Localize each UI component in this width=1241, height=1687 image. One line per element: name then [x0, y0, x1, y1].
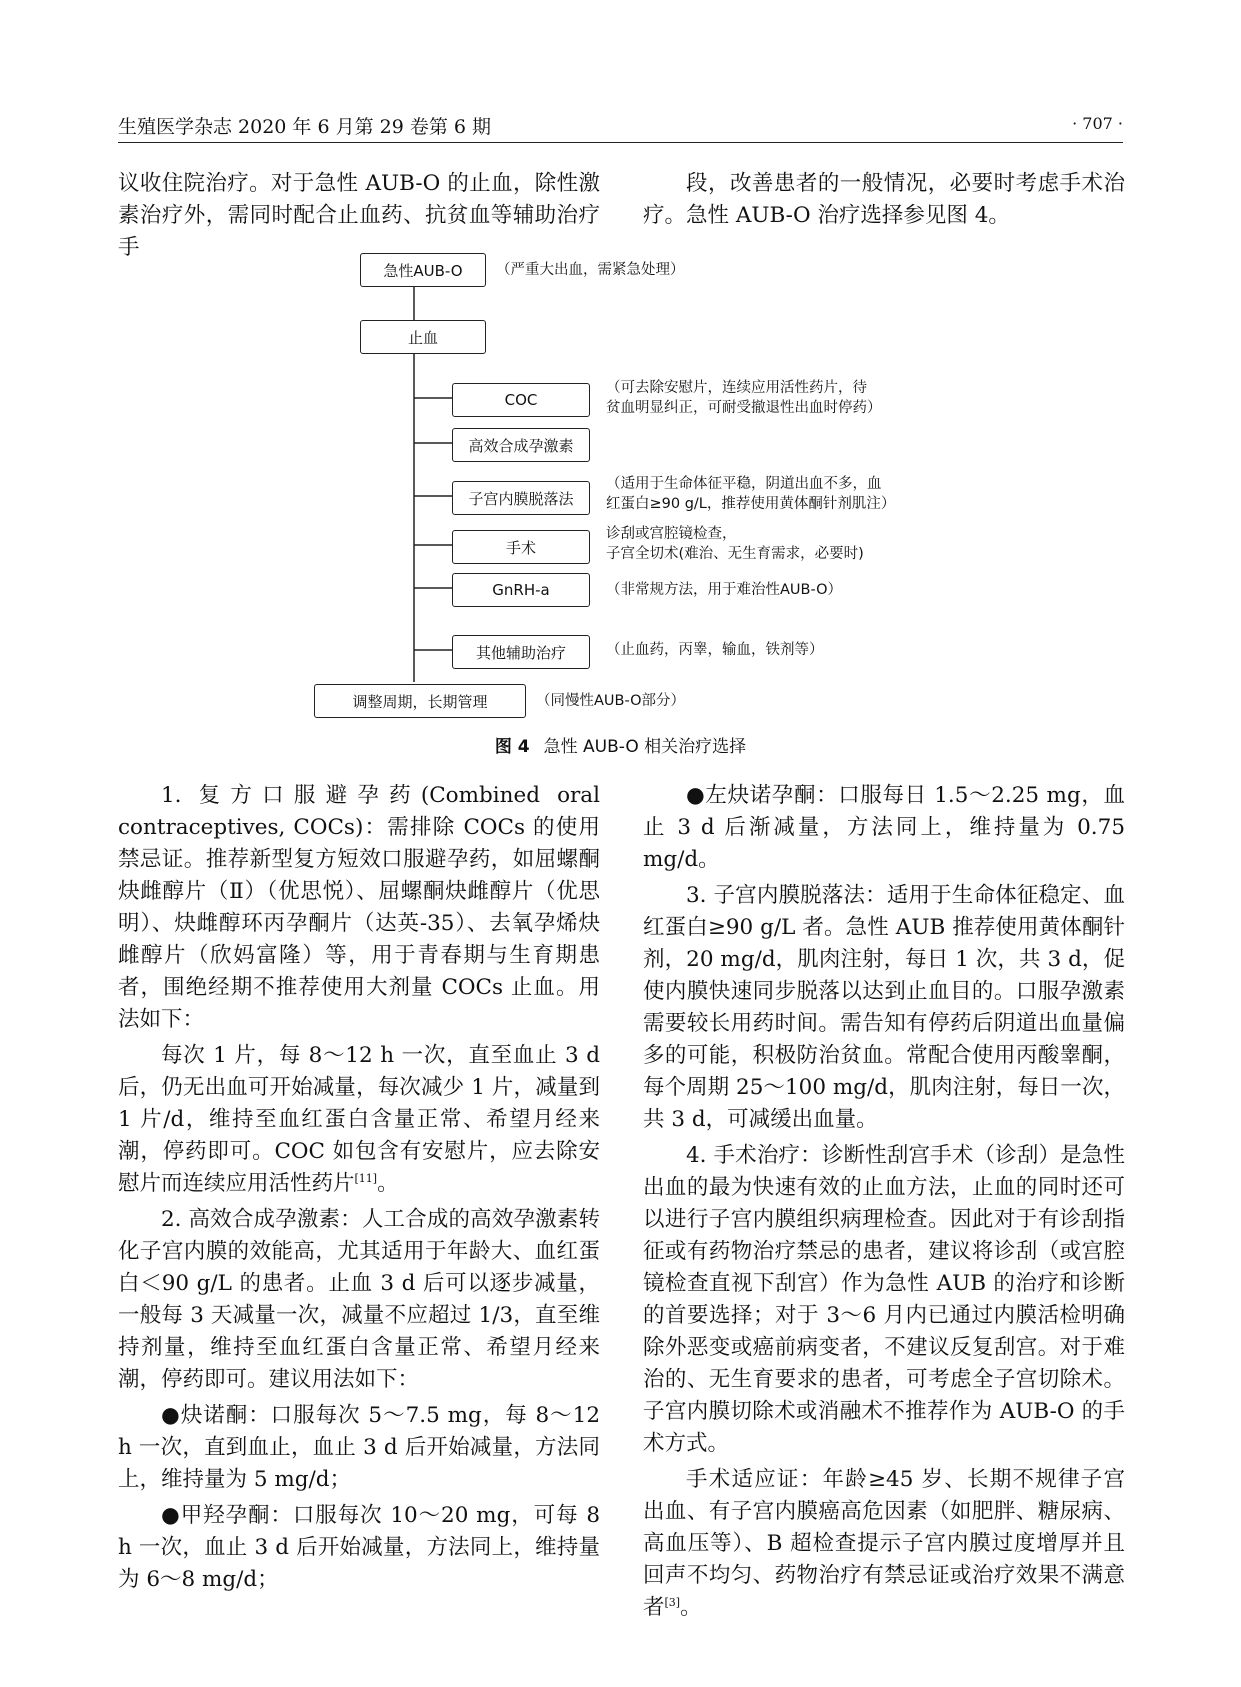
- figure-caption: [0, 732, 1241, 757]
- figure-caption-text: 急性 AUB-O 相关治疗选择: [543, 737, 747, 757]
- note-other: （止血药，丙睾，输血，铁剂等）: [606, 642, 824, 658]
- top-right-column: [643, 168, 1125, 232]
- body-left-column: [118, 780, 600, 1596]
- paragraph-progestin: 2. 高效合成孕激素：人工合成的高效孕激素转化子宫内膜的效能高，尤其适用于年龄大、血红蛋白＜90 g/L 的患者。止血 3 d 后可以逐步减量，一般每 3 天减量一次，减量不应超过 1/3，直至维持剂量，维持至血红蛋白含量正常、希望月经来潮，停药即可。建议用法如下：: [118, 1207, 600, 1392]
- box-cycle-management: 调整周期，长期管理: [314, 684, 526, 718]
- note-coc-2: 贫血明显纠正，可耐受撤退性出血时停药）: [606, 400, 882, 416]
- top-left-text: 议收住院治疗。对于急性 AUB-O 的止血，除性激素治疗外，需同时配合止血药、抗贫血等辅助治疗手: [118, 171, 600, 260]
- box-curettage: 子宫内膜脱落法: [452, 481, 590, 515]
- box-acute-aub-o: 急性AUB-O: [360, 253, 486, 287]
- note-acute: （严重大出血，需紧急处理）: [496, 262, 685, 278]
- citation-11: [11]: [354, 1172, 378, 1185]
- paragraph-norethisterone: ●炔诺酮：口服每次 5～7.5 mg，每 8～12 h 一次，直到血止，血止 3 d 后开始减量，方法同上，维持量为 5 mg/d；: [118, 1403, 600, 1492]
- note-curettage-2: 红蛋白≥90 g/L，推荐使用黄体酮针剂肌注）: [606, 496, 896, 512]
- paragraph-endometrial-shedding: 3. 子宫内膜脱落法：适用于生命体征稳定、血红蛋白≥90 g/L 者。急性 AUB 推荐使用黄体酮针剂，20 mg/d，肌肉注射，每日 1 次，共 3 d，促使内膜快速同步脱落以达到止血目的。口服孕激素需要较长用药时间。需告知有停药后阴道出血量偏多的可能，积极防治贫血。常配合使用丙酸睾酮，每个周期 25～100 mg/d，肌肉注射，每日一次，共 3 d，可减缓出血量。: [643, 883, 1125, 1132]
- note-surgery-2: 子宫全切术(难治、无生育需求，必要时): [606, 546, 864, 562]
- journal-title: 生殖医学杂志 2020 年 6 月第 29 卷第 6 期: [118, 116, 492, 138]
- note-cycle: （同慢性AUB-O部分）: [536, 693, 686, 709]
- box-gnrh-a: GnRH-a: [452, 573, 590, 607]
- running-header: [118, 112, 1123, 143]
- note-surgery-1: 诊刮或宫腔镜检查，: [606, 526, 737, 542]
- box-progestin: 高效合成孕激素: [452, 428, 590, 462]
- paragraph-surgery: 4. 手术治疗：诊断性刮宫手术（诊刮）是急性出血的最为快速有效的止血方法，止血的同时还可以进行子宫内膜组织病理检查。因此对于有诊刮指征或有药物治疗禁忌的患者，建议将诊刮（或宫腔镜检查直视下刮宫）作为急性 AUB 的治疗和诊断的首要选择；对于 3～6 月内已通过内膜活检明确除外恶变或癌前病变者，不建议反复刮宫。对于难治的、无生育要求的患者，可考虑全子宫切除术。子宫内膜切除术或消融术不推荐作为 AUB-O 的手术方式。: [643, 1143, 1125, 1456]
- note-curettage-1: （适用于生命体征平稳，阴道出血不多，血: [606, 476, 882, 492]
- page-number: · 707 ·: [1072, 114, 1123, 133]
- note-coc-1: （可去除安慰片，连续应用活性药片，待: [606, 380, 867, 396]
- box-surgery: 手术: [452, 530, 590, 564]
- paragraph-surgery-indications: 手术适应证：年龄≥45 岁、长期不规律子宫出血、有子宫内膜癌高危因素（如肥胖、糖尿病、高血压等）、B 超检查提示子宫内膜过度增厚并且回声不均匀、药物治疗有禁忌证或治疗效果不满意者[3]。: [643, 1467, 1125, 1620]
- paragraph-coc: 1. 复方口服避孕药(Combined oral contraceptives, COCs)：需排除 COCs 的使用禁忌证。推荐新型复方短效口服避孕药，如屈螺酮炔雌醇片（Ⅱ）（优思悦）、屈螺酮炔雌醇片（优思明）、炔雌醇环丙孕酮片（达英-35）、去氧孕烯炔雌醇片（欣妈富隆）等，用于青春期与生育期患者，围绝经期不推荐使用大剂量 COCs 止血。用法如下：: [118, 783, 600, 1032]
- box-other-treatment: 其他辅助治疗: [452, 635, 590, 669]
- body-right-column: [643, 780, 1125, 1624]
- box-hemostasis: 止血: [360, 320, 486, 354]
- paragraph-coc-usage: 每次 1 片，每 8～12 h 一次，直至血止 3 d 后，仍无出血可开始减量，每次减少 1 片，减量到 1 片/d，维持至血红蛋白含量正常、希望月经来潮，停药即可。COC 如包含有安慰片，应去除安慰片而连续应用活性药片[11]。: [118, 1043, 600, 1196]
- paragraph-levonorgestrel: ●左炔诺孕酮：口服每日 1.5～2.25 mg，血止 3 d 后渐减量，方法同上，维持量为 0.75 mg/d。: [643, 783, 1125, 872]
- box-coc: COC: [452, 383, 590, 417]
- paragraph-medroxyprogesterone: ●甲羟孕酮：口服每次 10～20 mg，可每 8 h 一次，血止 3 d 后开始减量，方法同上，维持量为 6～8 mg/d；: [118, 1503, 600, 1592]
- citation-3: [3]: [664, 1596, 681, 1609]
- top-left-column: [118, 168, 600, 264]
- note-gnrh: （非常规方法，用于难治性AUB-O）: [606, 582, 843, 598]
- figure-label: 图 4: [494, 737, 530, 757]
- top-right-text: 段，改善患者的一般情况，必要时考虑手术治疗。急性 AUB-O 治疗选择参见图 4。: [643, 171, 1125, 228]
